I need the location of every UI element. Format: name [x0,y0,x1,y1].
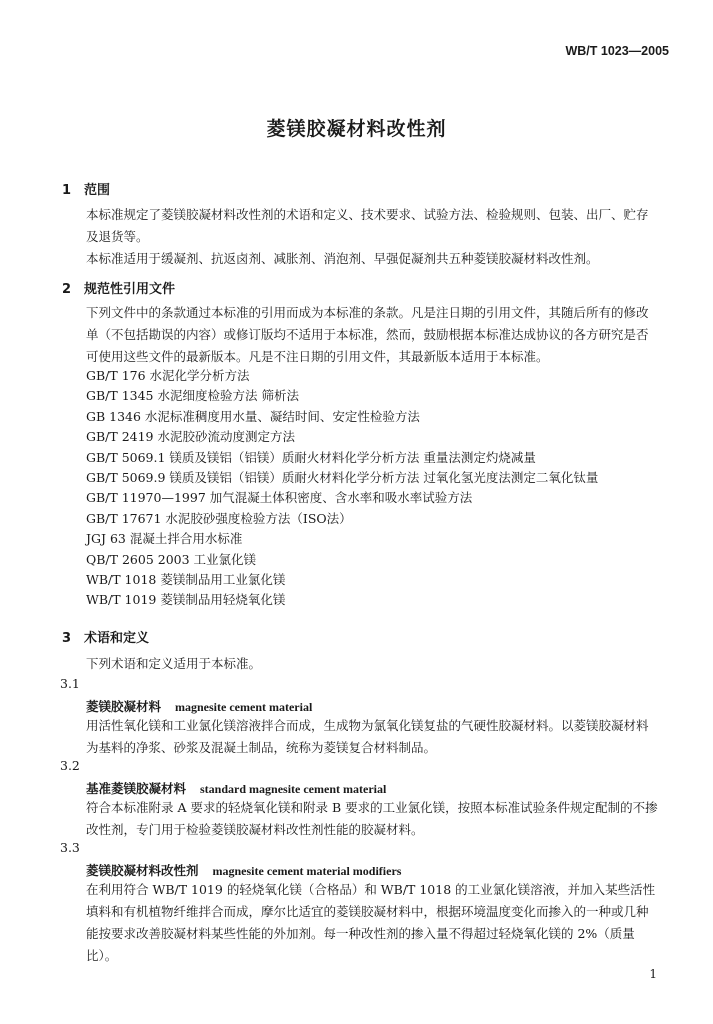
section-number: 2 [62,282,72,297]
reference-item: GB/T 1345 水泥细度检验方法 筛析法 [86,388,299,404]
paragraph: 下列文件中的条款通过本标准的引用而成为本标准的条款。凡是注日期的引用文件，其随后所有的修改单（不包括勘误的内容）或修订版均不适用于本标准，然而，鼓励根据本标准达成协议的各方研究是否可使用这些文件的最新版本。凡是不注日期的引用文件，其最新版本适用于本标准。 [86,305,649,364]
paragraph: 用活性氧化镁和工业氯化镁溶液拌合而成，生成物为氯氧化镁复盐的气硬性胶凝材料。以菱镁胶凝材料为基料的净浆、砂浆及混凝土制品，统称为菱镁复合材料制品。 [86,718,649,755]
document-title: 菱镁胶凝材料改性剂 [266,118,447,140]
term-heading [86,861,401,879]
reference-item: GB/T 11970—1997 加气混凝土体积密度、含水率和吸水率试验方法 [86,490,473,506]
paragraph: 本标准规定了菱镁胶凝材料改性剂的术语和定义、技术要求、试验方法、检验规则、包装、出厂、贮存及退货等。 [86,207,649,244]
reference-item: GB/T 2419 水泥胶砂流动度测定方法 [86,429,295,445]
term-cn: 基准菱镁胶凝材料 [86,781,187,796]
term-number: 3.1 [60,676,80,691]
term-definition [60,715,660,759]
reference-item: JGJ 63 混凝土拌合用水标准 [86,531,243,547]
reference-list [86,366,598,611]
section-number: 1 [62,183,72,198]
term-cn: 菱镁胶凝材料 [86,699,162,714]
paragraph: 在利用符合 WB/T 1019 的轻烧氧化镁（合格品）和 WB/T 1018 的工业氯化镁溶液，并加入某些活性填料和有机植物纤维拌合而成，摩尔比适宜的菱镁胶凝材料中，根据环境温度变化而掺入的一种或几种能按要求改善胶凝材料某些性能的外加剂。每一种改性剂的掺入量不得超过轻烧氧化镁的 2%（质量比）。 [86,882,656,963]
reference-item: GB/T 17671 水泥胶砂强度检验方法（ISO法） [86,510,352,526]
term-en: magnesite cement material modifiers [212,864,402,878]
reference-item: WB/T 1019 菱镁制品用轻烧氧化镁 [86,592,286,608]
term-en: standard magnesite cement material [200,782,387,796]
reference-item: GB/T 5069.1 镁质及镁铝（铝镁）质耐火材料化学分析方法 重量法测定灼烧减量 [86,449,536,465]
section-1-heading [62,179,110,198]
term-definition [60,879,660,967]
term-en: magnesite cement material [175,700,313,714]
reference-item: GB/T 5069.9 镁质及镁铝（铝镁）质耐火材料化学分析方法 过氧化氢光度法测定二氧化钛量 [86,470,599,486]
section-3-intro [60,653,660,675]
term-heading [86,697,312,715]
page-number: 1 [649,967,657,981]
section-3-heading [62,627,149,646]
term-definition [60,797,660,841]
paragraph: 下列术语和定义适用于本标准。 [86,656,262,671]
section-title: 规范性引用文件 [84,282,176,297]
reference-item: QB/T 2605 2003 工业氯化镁 [86,551,257,567]
term-number: 3.2 [60,758,80,773]
paragraph: 符合本标准附录 A 要求的轻烧氧化镁和附录 B 要求的工业氯化镁，按照本标准试验条件规定配制的不掺改性剂，专门用于检验菱镁胶凝材料改性剂性能的胶凝材料。 [86,800,658,837]
section-title: 范围 [84,183,111,198]
section-1-body [60,204,660,270]
reference-item: GB 1346 水泥标准稠度用水量、凝结时间、安定性检验方法 [86,408,420,424]
section-title: 术语和定义 [84,631,150,646]
term-number: 3.3 [60,840,80,855]
term-heading [86,779,386,797]
term-cn: 菱镁胶凝材料改性剂 [86,863,199,878]
standard-code: WB/T 1023—2005 [565,44,669,58]
paragraph: 本标准适用于缓凝剂、抗返卤剂、减胀剂、消泡剂、早强促凝剂共五种菱镁胶凝材料改性剂。 [86,251,599,266]
section-2-heading [62,278,175,297]
section-2-body [60,302,660,368]
section-number: 3 [62,631,72,646]
reference-item: GB/T 176 水泥化学分析方法 [86,368,250,383]
reference-item: WB/T 1018 菱镁制品用工业氯化镁 [86,572,286,588]
